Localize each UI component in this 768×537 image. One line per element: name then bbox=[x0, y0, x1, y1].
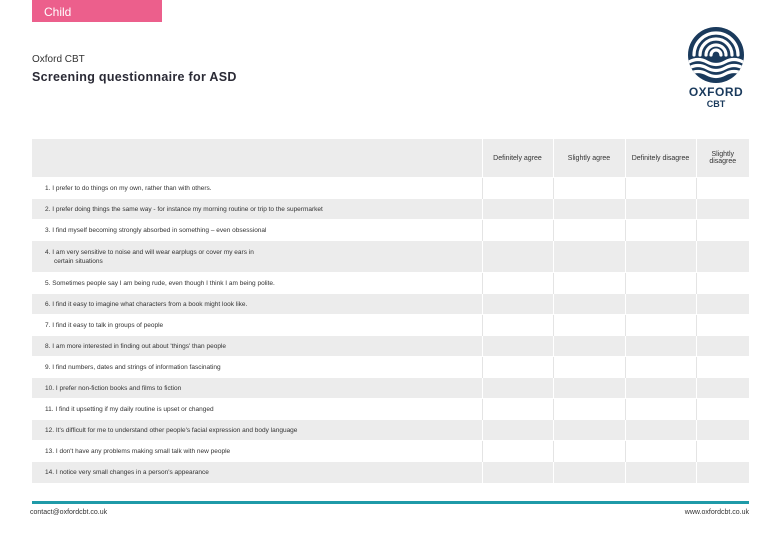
answer-cell-slightly-agree[interactable] bbox=[553, 336, 625, 357]
column-header-slightly-disagree: Slightly disagree bbox=[696, 139, 749, 178]
answer-cell-slightly-agree[interactable] bbox=[553, 378, 625, 399]
answer-cell-definitely-disagree[interactable] bbox=[625, 199, 696, 220]
answer-cell-slightly-disagree[interactable] bbox=[696, 378, 749, 399]
question-text-line: 4. I am very sensitive to noise and will wear earplugs or cover my ears in bbox=[45, 248, 254, 256]
answer-cell-slightly-disagree[interactable] bbox=[696, 294, 749, 315]
answer-cell-definitely-agree[interactable] bbox=[482, 199, 553, 220]
questionnaire-table bbox=[32, 139, 749, 483]
question-text bbox=[32, 241, 482, 273]
answer-cell-definitely-agree[interactable] bbox=[482, 178, 553, 199]
answer-cell-definitely-disagree[interactable] bbox=[625, 241, 696, 273]
answer-cell-definitely-disagree[interactable] bbox=[625, 178, 696, 199]
question-text: 10. I prefer non-fiction books and films to fiction bbox=[32, 378, 482, 399]
answer-cell-definitely-agree[interactable] bbox=[482, 420, 553, 441]
question-text: 7. I find it easy to talk in groups of people bbox=[32, 315, 482, 336]
answer-cell-slightly-agree[interactable] bbox=[553, 399, 625, 420]
page-title: Screening questionnaire for ASD bbox=[32, 70, 237, 84]
table-row bbox=[32, 420, 749, 441]
answer-cell-slightly-agree[interactable] bbox=[553, 241, 625, 273]
question-text: 13. I don't have any problems making small talk with new people bbox=[32, 441, 482, 462]
column-header-definitely-disagree: Definitely disagree bbox=[625, 139, 696, 178]
question-text-line: certain situations bbox=[54, 257, 103, 265]
table-row bbox=[32, 178, 749, 199]
logo-text-cbt: CBT bbox=[706, 99, 726, 109]
answer-cell-slightly-disagree[interactable] bbox=[696, 241, 749, 273]
organization-name: Oxford CBT bbox=[32, 54, 85, 65]
answer-cell-definitely-disagree[interactable] bbox=[625, 378, 696, 399]
answer-cell-definitely-disagree[interactable] bbox=[625, 462, 696, 483]
question-text: 9. I find numbers, dates and strings of information fascinating bbox=[32, 357, 482, 378]
answer-cell-definitely-agree[interactable] bbox=[482, 220, 553, 241]
answer-cell-slightly-agree[interactable] bbox=[553, 178, 625, 199]
footer-email-link[interactable]: contact@oxfordcbt.co.uk bbox=[30, 509, 108, 516]
answer-cell-slightly-disagree[interactable] bbox=[696, 399, 749, 420]
question-text: 2. I prefer doing things the same way - for instance my morning routine or trip to the supermarket bbox=[32, 199, 482, 220]
answer-cell-slightly-disagree[interactable] bbox=[696, 199, 749, 220]
answer-cell-definitely-agree[interactable] bbox=[482, 336, 553, 357]
table-row bbox=[32, 378, 749, 399]
answer-cell-definitely-agree[interactable] bbox=[482, 399, 553, 420]
answer-cell-slightly-disagree[interactable] bbox=[696, 273, 749, 294]
table-row bbox=[32, 399, 749, 420]
answer-cell-definitely-agree[interactable] bbox=[482, 315, 553, 336]
answer-cell-slightly-disagree[interactable] bbox=[696, 315, 749, 336]
question-text: 6. I find it easy to imagine what characters from a book might look like. bbox=[32, 294, 482, 315]
table-row bbox=[32, 294, 749, 315]
answer-cell-definitely-disagree[interactable] bbox=[625, 441, 696, 462]
question-text: 14. I notice very small changes in a person's appearance bbox=[32, 462, 482, 483]
oxford-cbt-logo bbox=[686, 26, 746, 124]
footer-divider bbox=[32, 501, 749, 504]
answer-cell-definitely-agree[interactable] bbox=[482, 357, 553, 378]
answer-cell-slightly-disagree[interactable] bbox=[696, 357, 749, 378]
table-row bbox=[32, 199, 749, 220]
footer-website-link[interactable]: www.oxfordcbt.co.uk bbox=[684, 509, 749, 516]
answer-cell-definitely-disagree[interactable] bbox=[625, 420, 696, 441]
answer-cell-definitely-agree[interactable] bbox=[482, 462, 553, 483]
answer-cell-slightly-disagree[interactable] bbox=[696, 441, 749, 462]
table-row bbox=[32, 273, 749, 294]
answer-cell-definitely-disagree[interactable] bbox=[625, 220, 696, 241]
answer-cell-slightly-disagree[interactable] bbox=[696, 420, 749, 441]
answer-cell-definitely-disagree[interactable] bbox=[625, 357, 696, 378]
answer-cell-definitely-disagree[interactable] bbox=[625, 336, 696, 357]
table-row bbox=[32, 462, 749, 483]
wave-emblem-icon bbox=[687, 26, 745, 84]
answer-cell-definitely-disagree[interactable] bbox=[625, 273, 696, 294]
answer-cell-slightly-disagree[interactable] bbox=[696, 178, 749, 199]
question-text: 5. Sometimes people say I am being rude, even though I think I am being polite. bbox=[32, 273, 482, 294]
answer-cell-slightly-agree[interactable] bbox=[553, 294, 625, 315]
answer-cell-slightly-agree[interactable] bbox=[553, 420, 625, 441]
table-header-row bbox=[32, 139, 749, 178]
question-text: 8. I am more interested in finding out about 'things' than people bbox=[32, 336, 482, 357]
logo-text-oxford: OXFORD bbox=[688, 85, 744, 99]
table-row bbox=[32, 220, 749, 241]
answer-cell-slightly-disagree[interactable] bbox=[696, 336, 749, 357]
answer-cell-definitely-agree[interactable] bbox=[482, 273, 553, 294]
answer-cell-slightly-disagree[interactable] bbox=[696, 220, 749, 241]
answer-cell-definitely-agree[interactable] bbox=[482, 241, 553, 273]
question-text: 12. It's difficult for me to understand other people's facial expression and body language bbox=[32, 420, 482, 441]
answer-cell-slightly-agree[interactable] bbox=[553, 357, 625, 378]
answer-cell-slightly-agree[interactable] bbox=[553, 199, 625, 220]
table-row bbox=[32, 441, 749, 462]
answer-cell-slightly-agree[interactable] bbox=[553, 273, 625, 294]
table-row bbox=[32, 315, 749, 336]
question-text: 3. I find myself becoming strongly absorbed in something – even obsessional bbox=[32, 220, 482, 241]
answer-cell-definitely-agree[interactable] bbox=[482, 441, 553, 462]
question-column-header bbox=[32, 139, 482, 178]
answer-cell-definitely-disagree[interactable] bbox=[625, 294, 696, 315]
table-row bbox=[32, 336, 749, 357]
answer-cell-slightly-agree[interactable] bbox=[553, 462, 625, 483]
answer-cell-definitely-disagree[interactable] bbox=[625, 399, 696, 420]
answer-cell-slightly-disagree[interactable] bbox=[696, 462, 749, 483]
column-header-slightly-agree: Slightly agree bbox=[553, 139, 625, 178]
column-header-definitely-agree: Definitely agree bbox=[482, 139, 553, 178]
answer-cell-slightly-agree[interactable] bbox=[553, 441, 625, 462]
answer-cell-definitely-agree[interactable] bbox=[482, 378, 553, 399]
answer-cell-slightly-agree[interactable] bbox=[553, 220, 625, 241]
answer-cell-definitely-disagree[interactable] bbox=[625, 315, 696, 336]
answer-cell-definitely-agree[interactable] bbox=[482, 294, 553, 315]
question-text: 11. I find it upsetting if my daily routine is upset or changed bbox=[32, 399, 482, 420]
question-text: 1. I prefer to do things on my own, rather than with others. bbox=[32, 178, 482, 199]
answer-cell-slightly-agree[interactable] bbox=[553, 315, 625, 336]
table-row bbox=[32, 357, 749, 378]
section-tab-child: Child bbox=[32, 0, 162, 22]
table-row bbox=[32, 241, 749, 273]
